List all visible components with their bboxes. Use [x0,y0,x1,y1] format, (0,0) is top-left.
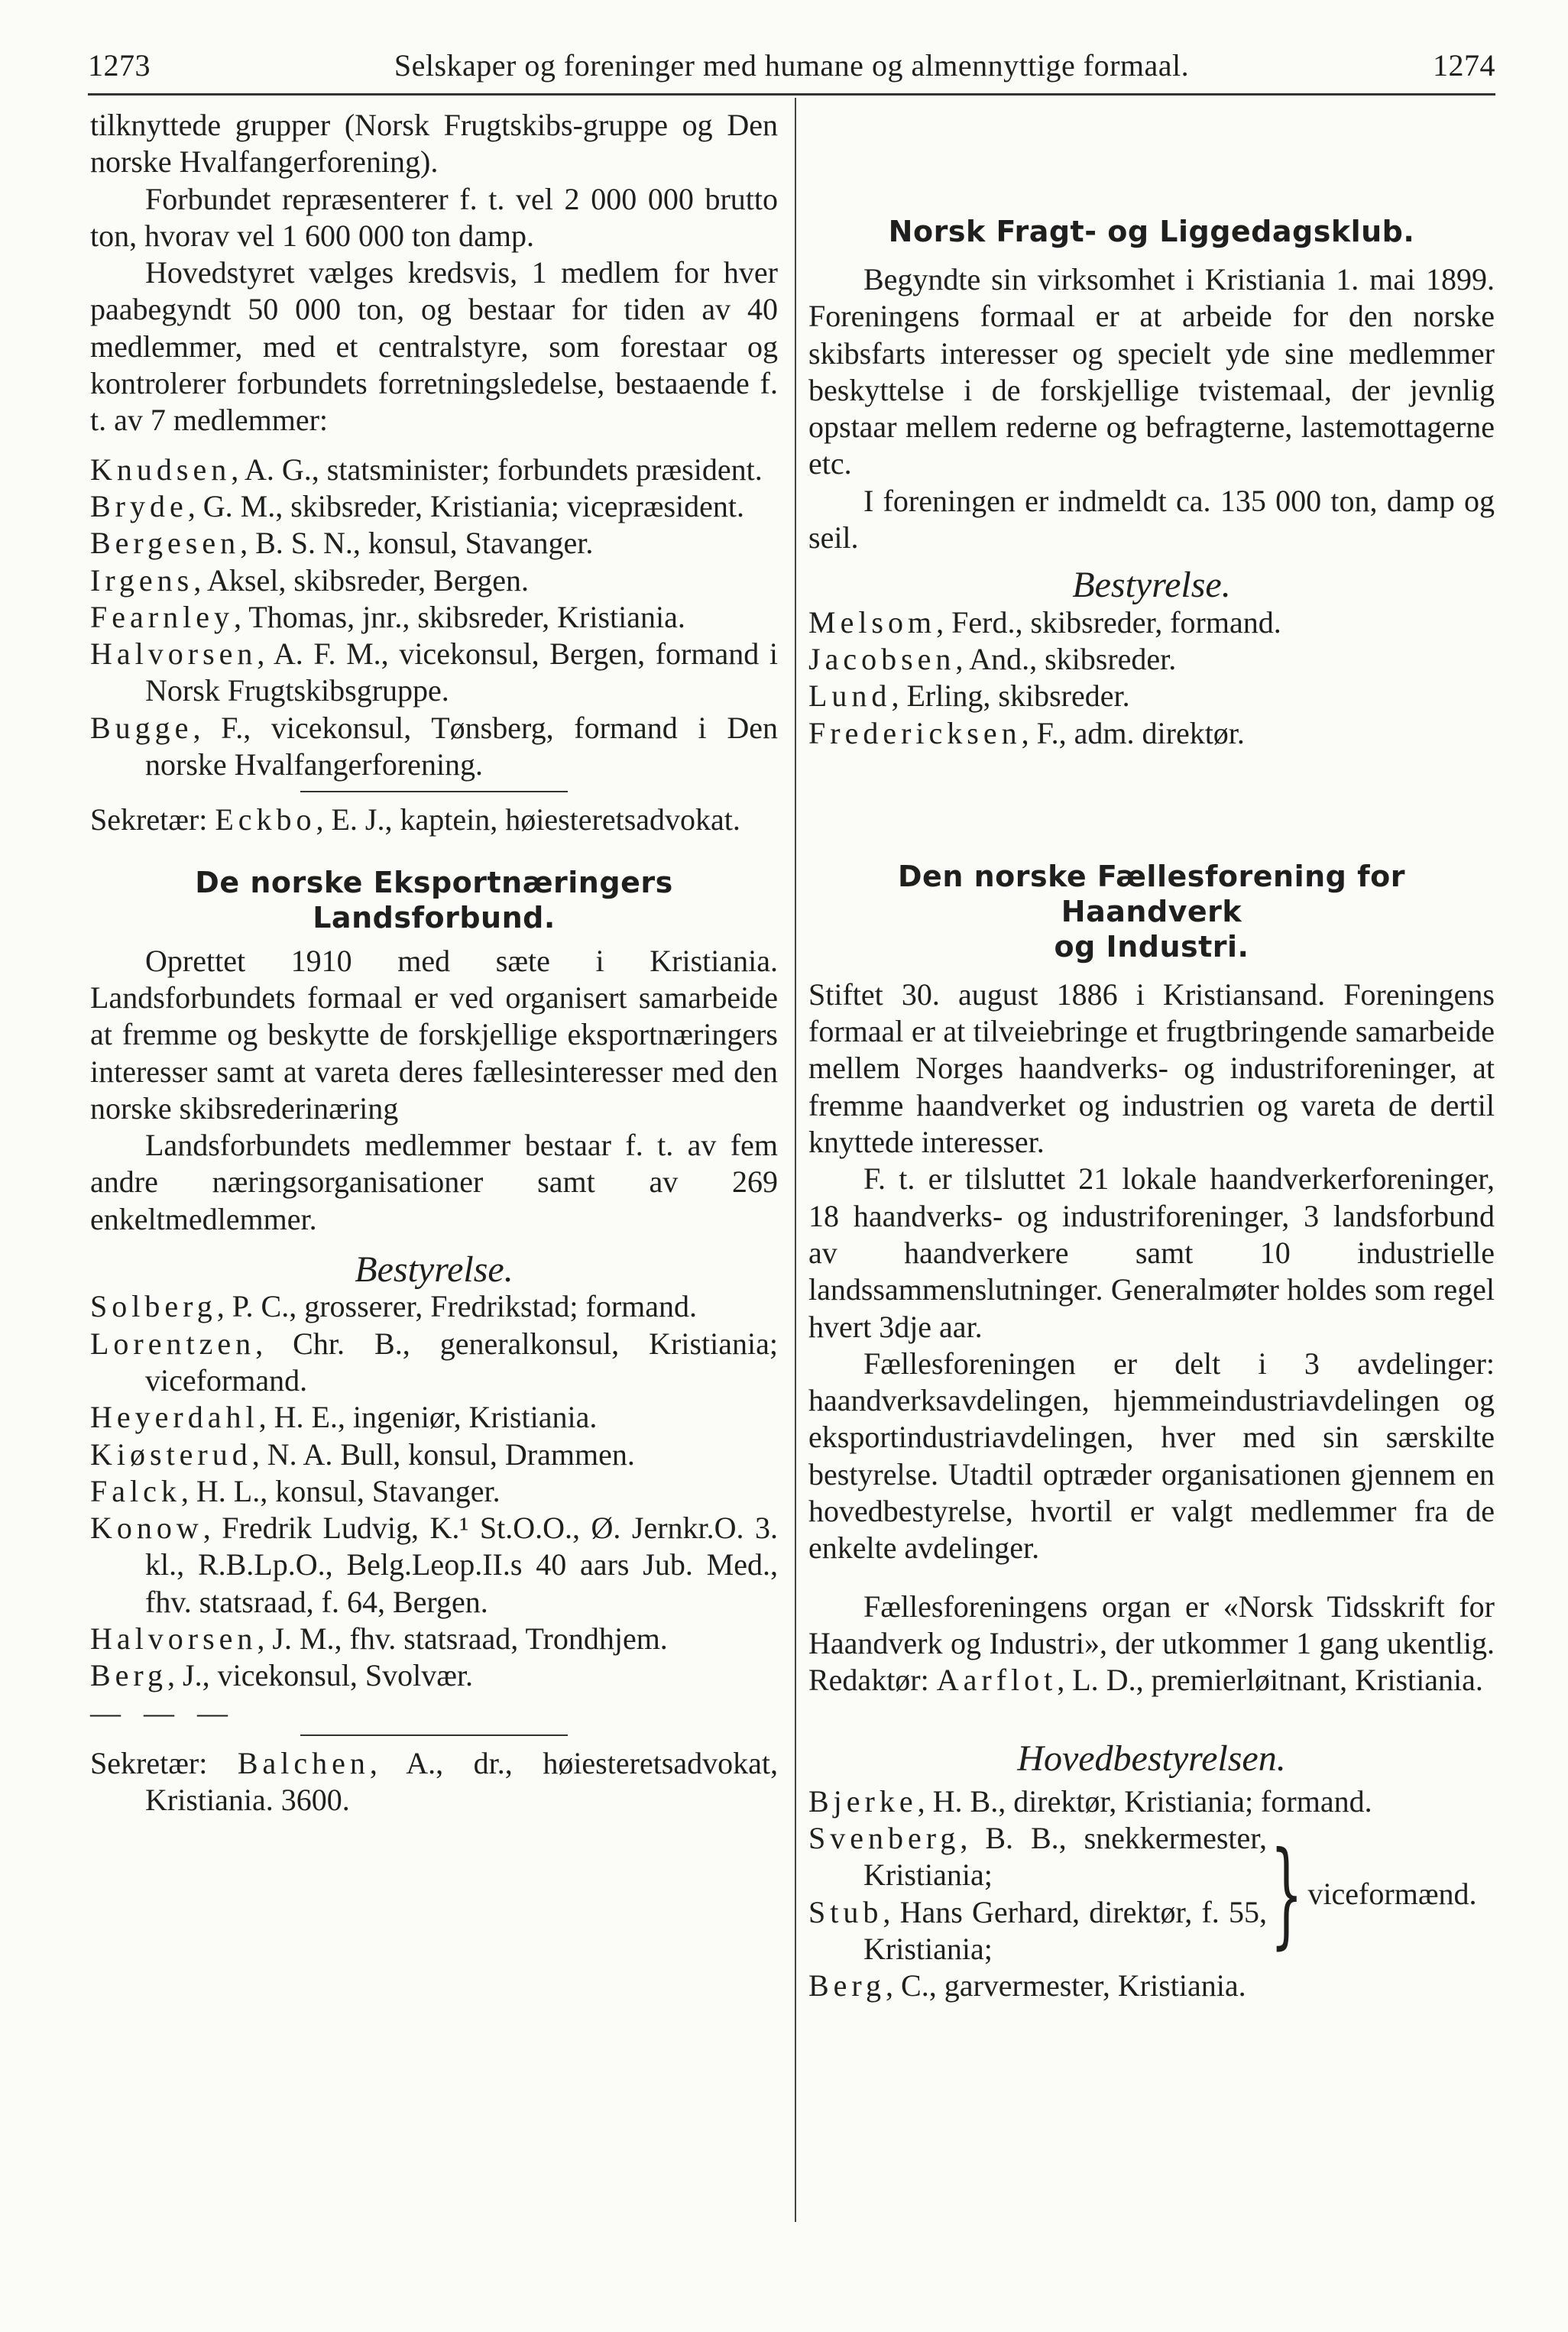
section-paragraph: Begyndte sin virksomhet i Kristiania 1. mai 1899. Foreningens formaal er at arbeide for den norske skibsfarts interesser og specielt yde sine medlemmer beskyttelse i de forskjellige tvistemaal, der jevnlig opstaar mellem rederne og befragterne, lastemottagerne etc. [808,262,1495,481]
section-paragraph: Fællesforeningens organ er «Norsk Tidsskrift for Haandverk og Industri», der utkommer 1 gang ukentlig. Redaktør: Aarflot, L. D., premierløitnant, Kristiania. [808,1589,1495,1698]
board-entry: Kiøsterud, N. A. Bull, konsul, Drammen. [90,1436,635,1472]
board-entry: Heyerdahl, H. E., ingeniør, Kristiania. [90,1400,598,1435]
board-entry: Bjerke, H. B., direktør, Kristiania; formand. [808,1783,1372,1819]
section-paragraph: Landsforbundets medlemmer bestaar f. t. av fem andre næringsorganisationer samt av 269 enkeltmedlemmer. [90,1128,778,1236]
member-entry: Irgens, Aksel, skibsreder, Bergen. [90,562,529,598]
member-entry: Bryde, G. M., skibsreder, Kristiania; vicepræsident. [90,488,745,523]
running-header [88,47,1495,83]
board-entry: Jacobsen, And., skibsreder. [808,641,1177,676]
section-paragraph: Stiftet 30. august 1886 i Kristiansand. Foreningens formaal er at tilveiebringe et frugtbringende samarbeide mellem Norges haandverks- og industriforeninger, at fremme haandverket og industrien og vareta de dertil knyttede interesser. [808,977,1495,1160]
page-title: Selskaper og foreninger med humane og almennyttige formaal. [394,48,1190,83]
board-entry: Falck, H. L., konsul, Stavanger. [90,1473,501,1508]
brace-glyph: } [1270,1827,1304,1961]
board-heading: Bestyrelse. [355,1249,513,1291]
board-entry: Berg, J., vicekonsul, Svolvær. [90,1658,474,1693]
section-heading: Den norske Fællesforening for Haandverk og Industri. [898,859,1405,964]
board-entry: Halvorsen, J. M., fhv. statsraad, Trondhjem. [90,1621,668,1656]
page-number-right: 1274 [1433,48,1495,83]
dash-separator: — — — [90,1695,235,1730]
board-entry: Fredericksen, F., adm. direktør. [808,715,1245,750]
vice-chair-names [808,1820,1267,1968]
secretary-entry: Sekretær: Balchen, A., dr., høiesteretsadvokat, Kristiania. 3600. [90,1745,778,1818]
board-entry: Solberg, P. C., grosserer, Fredrikstad; formand. [90,1289,698,1324]
board-entry: Stub, Hans Gerhard, direktør, f. 55, Kristiania; [808,1894,1267,1966]
member-entry: Halvorsen, A. F. M., vicekonsul, Bergen, formand i Norsk Frugtskibsgruppe. [90,636,778,708]
board-heading: Bestyrelse. [1072,565,1231,606]
separator-rule [300,1734,568,1736]
section-paragraph: Fællesforeningen er delt i 3 avdelinger: haandverksavdelingen, hjemmeindustriavdelingen og eksportindustriavdelingen, hver med sin særskilte bestyrelse. Utadtil optræder organisationen gjennem en hovedbestyrelse, hvortil er valgt medlemmer fra de enkelte avdelinger. [808,1346,1495,1566]
board-entry: Svenberg, B. B., snekkermester, Kristiania; [808,1821,1267,1893]
section-paragraph: Oprettet 1910 med sæte i Kristiania. Landsforbundets formaal er ved organisert samarbeide at fremme og beskytte de forskjellige eksportnæringers interesser samt at vareta deres fællesinteresser med den norske skibsrederinæring [90,943,778,1126]
board-entry: Melsom, Ferd., skibsreder, formand. [808,604,1281,640]
board-heading: Hovedbestyrelsen. [1017,1738,1286,1779]
board-entry: Berg, C., garvermester, Kristiania. [808,1968,1246,2003]
separator-rule [300,791,568,792]
section-heading: Norsk Fragt- og Liggedagsklub. [888,215,1415,248]
left-column [90,107,778,1819]
intro-paragraph: Forbundet repræsenterer f. t. vel 2 000 000 brutto ton, hvorav vel 1 600 000 ton damp. [90,181,778,253]
member-entry: Knudsen, A. G., statsminister; forbundets præsident. [90,452,763,487]
board-entry: Lorentzen, Chr. B., generalkonsul, Kristiania; viceformand. [90,1326,778,1398]
section-paragraph: F. t. er tilsluttet 21 lokale haandverkerforeninger, 18 haandverks- og industriforeninger, 3 landsforbund av haandverkere samt 10 industrielle landssammenslutninger. Generalmøter holdes som regel hvert 3dje aar. [808,1161,1495,1344]
vice-chair-group [808,1820,1495,1968]
intro-paragraph: Hovedstyret vælges kredsvis, 1 medlem for hver paabegyndt 50 000 ton, og bestaar for tiden av 40 medlemmer, med et centralstyre, som forestaar og kontrolerer forbundets forretningsledelse, bestaaende f. t. av 7 medlemmer: [90,255,778,438]
right-column [808,107,1495,2005]
column-divider [795,98,796,2222]
section-paragraph: I foreningen er indmeldt ca. 135 000 ton, damp og seil. [808,483,1495,555]
section-heading: De norske Eksportnæringers Landsforbund. [195,865,673,934]
intro-paragraph: tilknyttede grupper (Norsk Frugtskibs-gruppe og Den norske Hvalfangerforening). [90,108,778,180]
vice-chair-label: viceformænd. [1307,1876,1477,1911]
member-entry: Bergesen, B. S. N., konsul, Stavanger. [90,526,594,561]
member-entry: Fearnley, Thomas, jnr., skibsreder, Kristiania. [90,599,685,634]
secretary-entry: Sekretær: Eckbo, E. J., kaptein, høiesteretsadvokat. [90,802,740,837]
header-rule [88,93,1495,96]
board-entry: Konow, Fredrik Ludvig, K.¹ St.O.O., Ø. Jernkr.O. 3. kl., R.B.Lp.O., Belg.Leop.II.s 40 aars Jub. Med., fhv. statsraad, f. 64, Bergen. [90,1511,778,1619]
board-entry: Lund, Erling, skibsreder. [808,679,1130,714]
page-number-left: 1273 [88,48,151,83]
member-entry: Bugge, F., vicekonsul, Tønsberg, formand i Den norske Hvalfangerforening. [90,710,778,782]
